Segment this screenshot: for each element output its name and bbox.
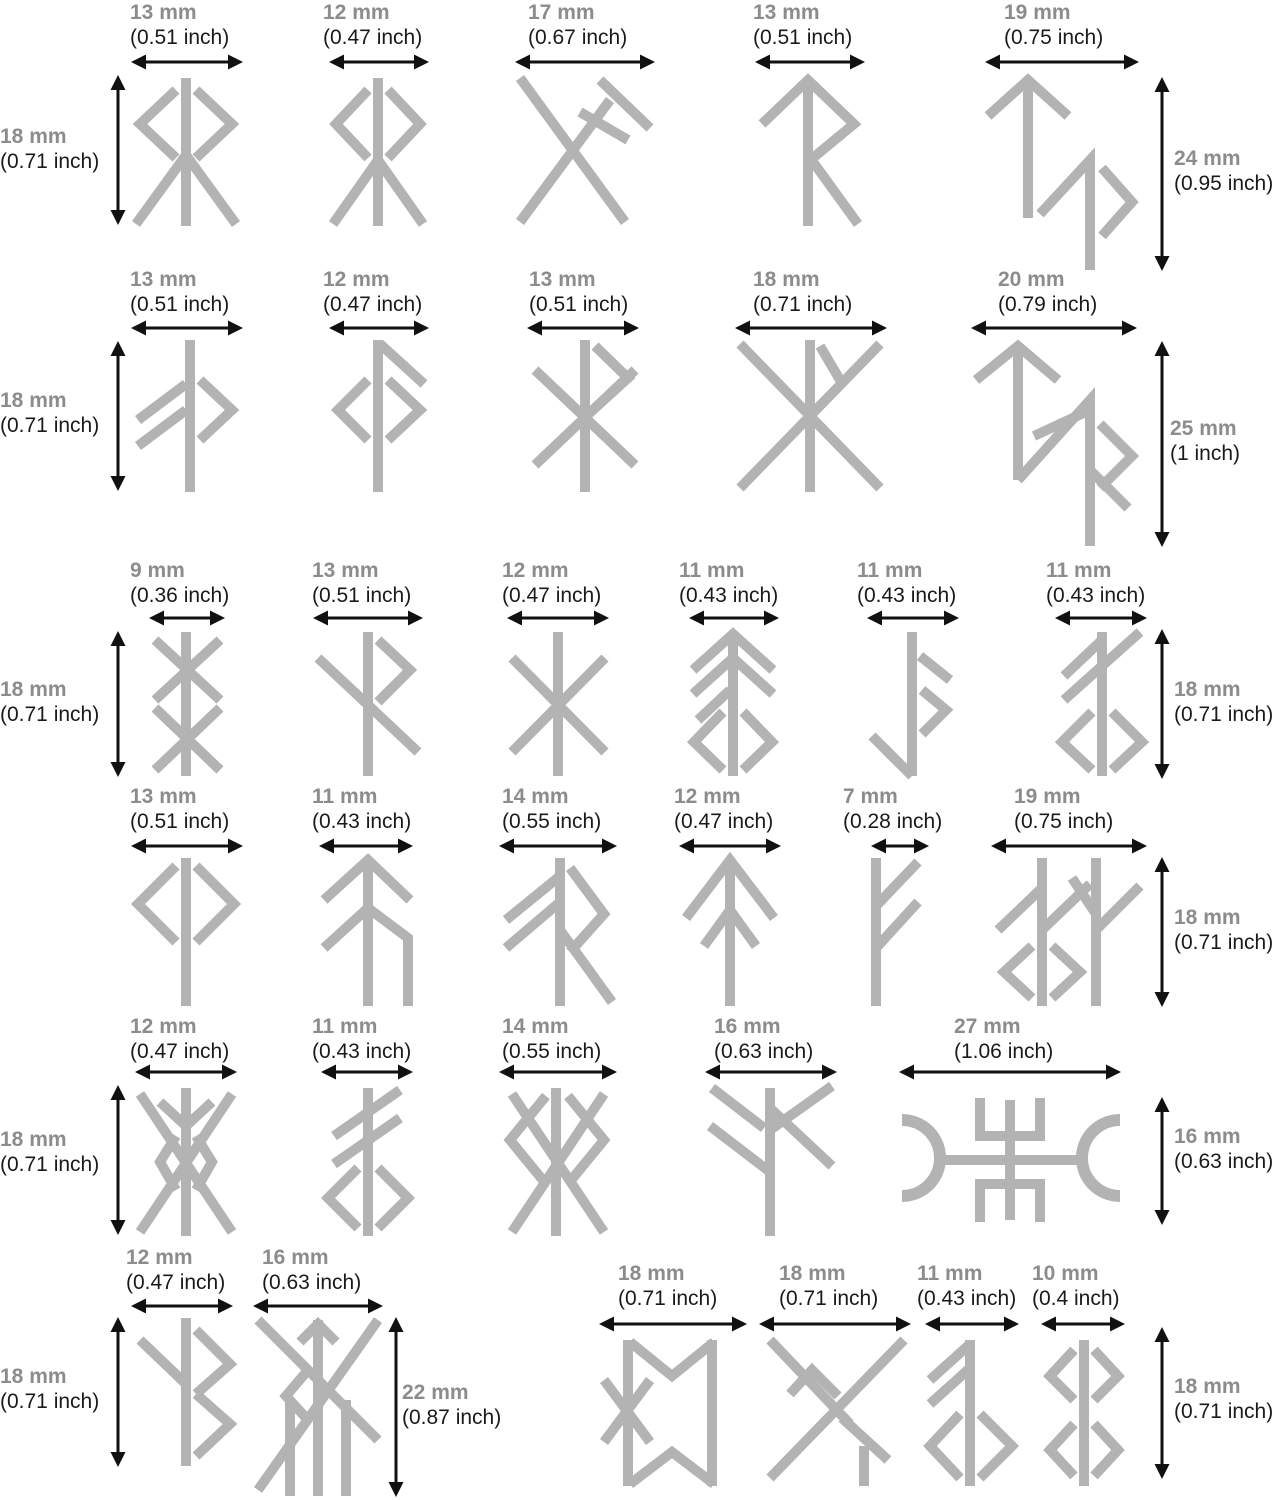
mm-value: 11 mm (917, 1262, 983, 1285)
mm-value: 18 mm (0, 678, 67, 701)
mm-value: 27 mm (954, 1015, 1021, 1038)
mm-value: 11 mm (312, 785, 378, 808)
inch-value: (0.63 inch) (1174, 1150, 1274, 1173)
inch-value: (0.71 inch) (779, 1287, 879, 1310)
width-label (528, 2, 627, 48)
bindrune-4-1 (138, 858, 234, 1006)
bindrune-5-4 (710, 1086, 832, 1236)
height-label (402, 1382, 501, 1428)
mm-value: 19 mm (1004, 1, 1071, 24)
bindrune-4-2 (324, 858, 410, 1006)
mm-value: 16 mm (1174, 1125, 1241, 1148)
width-label (323, 2, 422, 48)
mm-value: 9 mm (130, 559, 185, 582)
width-label (954, 1016, 1053, 1062)
mm-value: 14 mm (502, 1015, 569, 1038)
inch-value: (0.71 inch) (1174, 1400, 1274, 1423)
inch-value: (0.28 inch) (843, 810, 943, 833)
width-label (857, 560, 956, 606)
inch-value: (0.71 inch) (1174, 931, 1274, 954)
width-label (779, 1263, 878, 1309)
bindrune-3-2 (318, 632, 418, 776)
height-label (0, 1366, 99, 1412)
inch-value: (0.51 inch) (130, 810, 230, 833)
inch-value: (0.47 inch) (323, 293, 423, 316)
width-label (917, 1263, 1016, 1309)
mm-value: 25 mm (1170, 417, 1237, 440)
mm-value: 19 mm (1014, 785, 1081, 808)
mm-value: 13 mm (130, 268, 197, 291)
inch-value: (0.95 inch) (1174, 172, 1274, 195)
width-label (1046, 560, 1145, 606)
width-label (998, 269, 1097, 315)
inch-value: (0.47 inch) (502, 584, 602, 607)
inch-value: (0.43 inch) (857, 584, 957, 607)
mm-value: 7 mm (843, 785, 898, 808)
mm-value: 12 mm (674, 785, 741, 808)
bindrune-6-4 (770, 1340, 904, 1486)
width-label (312, 1016, 411, 1062)
height-label (1170, 418, 1240, 464)
mm-value: 12 mm (502, 559, 569, 582)
inch-value: (0.51 inch) (130, 293, 230, 316)
inch-value: (0.51 inch) (529, 293, 629, 316)
mm-value: 18 mm (753, 268, 820, 291)
mm-value: 22 mm (402, 1381, 469, 1404)
mm-value: 12 mm (126, 1246, 193, 1269)
width-label (1014, 786, 1113, 832)
mm-value: 11 mm (679, 559, 745, 582)
inch-value: (0.43 inch) (1046, 584, 1146, 607)
width-label (126, 1247, 225, 1293)
inch-value: (0.47 inch) (126, 1271, 226, 1294)
inch-value: (0.43 inch) (312, 810, 412, 833)
bindrune-1-4 (762, 78, 858, 226)
inch-value: (0.67 inch) (528, 26, 628, 49)
height-label (1174, 1126, 1273, 1172)
width-label (502, 1016, 601, 1062)
bindrune-6-5 (930, 1340, 1012, 1486)
bindrune-6-6 (1050, 1340, 1118, 1486)
inch-value: (0.63 inch) (262, 1271, 362, 1294)
bindrune-5-1 (140, 1088, 232, 1236)
bindrune-4-5 (876, 858, 918, 1006)
bindrune-6-1 (140, 1318, 230, 1466)
inch-value: (0.43 inch) (917, 1287, 1017, 1310)
width-label (323, 269, 422, 315)
height-label (1174, 1376, 1273, 1422)
inch-value: (0.71 inch) (618, 1287, 718, 1310)
mm-value: 24 mm (1174, 147, 1241, 170)
inch-value: (0.55 inch) (502, 1040, 602, 1063)
inch-value: (0.71 inch) (0, 1153, 100, 1176)
mm-value: 13 mm (753, 1, 820, 24)
width-label (1004, 2, 1103, 48)
width-label (714, 1016, 813, 1062)
width-label (529, 269, 628, 315)
inch-value: (0.79 inch) (998, 293, 1098, 316)
mm-value: 12 mm (130, 1015, 197, 1038)
inch-value: (1 inch) (1170, 442, 1241, 465)
inch-value: (0.71 inch) (753, 293, 853, 316)
width-label (1032, 1263, 1120, 1309)
inch-value: (0.36 inch) (130, 584, 230, 607)
inch-value: (0.71 inch) (0, 1390, 100, 1413)
width-label (262, 1247, 361, 1293)
inch-value: (0.87 inch) (402, 1406, 502, 1429)
inch-value: (0.47 inch) (130, 1040, 230, 1063)
inch-value: (0.51 inch) (753, 26, 853, 49)
bindrune-1-5 (988, 80, 1132, 270)
mm-value: 18 mm (1174, 906, 1241, 929)
inch-value: (0.47 inch) (323, 26, 423, 49)
mm-value: 13 mm (312, 559, 379, 582)
width-label (674, 786, 773, 832)
mm-value: 16 mm (714, 1015, 781, 1038)
bindrune-5-3 (510, 1088, 604, 1236)
height-label (0, 679, 99, 725)
inch-value: (1.06 inch) (954, 1040, 1054, 1063)
inch-value: (0.55 inch) (502, 810, 602, 833)
bindrune-3-5 (872, 632, 950, 776)
inch-value: (0.43 inch) (679, 584, 779, 607)
height-label (0, 126, 99, 172)
mm-value: 18 mm (618, 1262, 685, 1285)
inch-value: (0.71 inch) (0, 703, 100, 726)
bindrune-6-3 (604, 1340, 714, 1486)
inch-value: (0.4 inch) (1032, 1287, 1120, 1310)
mm-value: 12 mm (323, 1, 390, 24)
height-label (1174, 148, 1273, 194)
inch-value: (0.43 inch) (312, 1040, 412, 1063)
width-label (312, 786, 411, 832)
mm-value: 11 mm (312, 1015, 378, 1038)
bindrune-1-3 (520, 78, 650, 222)
bindrune-3-3 (512, 632, 605, 776)
bindrune-3-1 (155, 632, 220, 776)
mm-value: 13 mm (130, 785, 197, 808)
mm-value: 18 mm (0, 1128, 67, 1151)
width-label (130, 269, 229, 315)
width-label (843, 786, 942, 832)
inch-value: (0.75 inch) (1014, 810, 1114, 833)
width-label (753, 2, 852, 48)
bindrune-4-6 (998, 858, 1140, 1006)
mm-value: 13 mm (130, 1, 197, 24)
bindrune-1-1 (136, 78, 236, 226)
inch-value: (0.71 inch) (1174, 703, 1274, 726)
inch-value: (0.71 inch) (0, 150, 100, 173)
height-label (0, 390, 99, 436)
bindrune-5-5 (902, 1098, 1120, 1222)
mm-value: 18 mm (1174, 678, 1241, 701)
mm-value: 11 mm (1046, 559, 1112, 582)
mm-value: 18 mm (779, 1262, 846, 1285)
bindrune-3-6 (1062, 632, 1142, 776)
width-label (679, 560, 778, 606)
width-label (502, 560, 601, 606)
inch-value: (0.71 inch) (0, 414, 100, 437)
mm-value: 13 mm (529, 268, 596, 291)
inch-value: (0.51 inch) (130, 26, 230, 49)
mm-value: 11 mm (857, 559, 923, 582)
bindrune-2-4 (740, 340, 880, 492)
bindrune-6-2 (258, 1320, 378, 1496)
bindrune-3-4 (693, 632, 773, 776)
width-label (130, 560, 229, 606)
inch-value: (0.63 inch) (714, 1040, 814, 1063)
mm-value: 16 mm (262, 1246, 329, 1269)
mm-value: 12 mm (323, 268, 390, 291)
mm-value: 18 mm (0, 389, 67, 412)
height-label (1174, 679, 1273, 725)
inch-value: (0.75 inch) (1004, 26, 1104, 49)
bindrune-2-2 (338, 340, 424, 492)
mm-value: 18 mm (0, 125, 67, 148)
mm-value: 14 mm (502, 785, 569, 808)
bindrune-2-5 (976, 346, 1132, 546)
height-label (0, 1129, 99, 1175)
mm-value: 20 mm (998, 268, 1065, 291)
bindrune-5-2 (328, 1088, 408, 1236)
bindrune-4-3 (506, 858, 612, 1006)
inch-value: (0.51 inch) (312, 584, 412, 607)
inch-value: (0.47 inch) (674, 810, 774, 833)
width-label (618, 1263, 717, 1309)
bindrune-1-2 (333, 78, 423, 226)
bindrune-2-3 (535, 340, 635, 492)
width-label (312, 560, 411, 606)
width-label (130, 786, 229, 832)
bindrune-2-1 (138, 340, 232, 492)
bindrune-4-4 (686, 858, 774, 1006)
width-label (753, 269, 852, 315)
mm-value: 10 mm (1032, 1262, 1099, 1285)
mm-value: 18 mm (0, 1365, 67, 1388)
width-label (130, 1016, 229, 1062)
width-label (130, 2, 229, 48)
width-label (502, 786, 601, 832)
height-label (1174, 907, 1273, 953)
mm-value: 17 mm (528, 1, 595, 24)
mm-value: 18 mm (1174, 1375, 1241, 1398)
